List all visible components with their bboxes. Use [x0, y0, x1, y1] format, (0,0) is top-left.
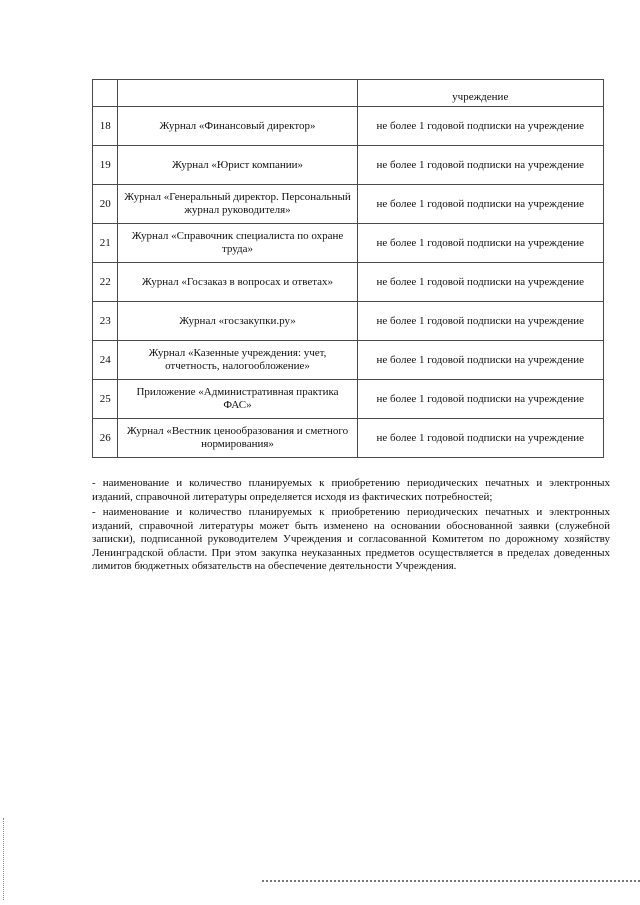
row-number-cell: 22 — [93, 263, 118, 302]
publication-name-cell: Журнал «Финансовый директор» — [118, 107, 357, 146]
norm-cell: не более 1 годовой подписки на учреждение — [357, 341, 603, 380]
norm-cell: не более 1 годовой подписки на учреждение — [357, 107, 603, 146]
row-number-cell: 20 — [93, 185, 118, 224]
scan-edge-mark — [262, 880, 640, 882]
norm-cell: не более 1 годовой подписки на учреждение — [357, 380, 603, 419]
note-paragraph: - наименование и количество планируемых к приобретению периодических печатных и электронных изданий, справочной литературы определяется исходя из фактических потребностей; — [92, 477, 610, 503]
table-row — [93, 263, 604, 302]
table-row — [93, 146, 604, 185]
norm-cell: не более 1 годовой подписки на учреждение — [357, 185, 603, 224]
norm-cell: не более 1 годовой подписки на учреждение — [357, 419, 603, 458]
publication-name-cell: Журнал «Казенные учреждения: учет, отчетность, налогообложение» — [118, 341, 357, 380]
table-row — [93, 302, 604, 341]
publication-name-cell: Журнал «Справочник специалиста по охране труда» — [118, 224, 357, 263]
row-number-cell: 21 — [93, 224, 118, 263]
row-number-cell: 19 — [93, 146, 118, 185]
row-number-cell: 24 — [93, 341, 118, 380]
publication-name-cell: Журнал «Госзаказ в вопросах и ответах» — [118, 263, 357, 302]
publication-name-cell: Журнал «Вестник ценообразования и сметного нормирования» — [118, 419, 357, 458]
publication-name-cell: Журнал «госзакупки.ру» — [118, 302, 357, 341]
table-row — [93, 80, 604, 107]
publication-name-cell — [118, 80, 357, 107]
row-number-cell: 25 — [93, 380, 118, 419]
table-row — [93, 107, 604, 146]
notes-block — [92, 477, 610, 576]
norm-cell: не более 1 годовой подписки на учреждение — [357, 224, 603, 263]
table-row — [93, 185, 604, 224]
table-row — [93, 380, 604, 419]
norm-cell: учреждение — [357, 80, 603, 107]
publications-table — [92, 79, 604, 458]
publication-name-cell: Журнал «Юрист компании» — [118, 146, 357, 185]
norm-cell: не более 1 годовой подписки на учреждение — [357, 146, 603, 185]
norm-cell: не более 1 годовой подписки на учреждение — [357, 263, 603, 302]
scan-edge-mark — [3, 818, 5, 900]
row-number-cell: 26 — [93, 419, 118, 458]
note-paragraph: - наименование и количество планируемых к приобретению периодических печатных и электронных изданий, справочной литературы может быть изменено на основании обоснованной заявки (служебной записки), подписанной руководителем Учреждения и согласованной Комитетом по дорожному хозяйству Ленинградской области. При этом закупка неуказанных предметов осуществляется в пределах доведенных лимитов бюджетных обязательств на обеспечение деятельности Учреждения. — [92, 506, 610, 572]
publication-name-cell: Приложение «Административная практика ФАС» — [118, 380, 357, 419]
row-number-cell: 18 — [93, 107, 118, 146]
table-row — [93, 341, 604, 380]
table-row — [93, 419, 604, 458]
row-number-cell: 23 — [93, 302, 118, 341]
table-row — [93, 224, 604, 263]
publication-name-cell: Журнал «Генеральный директор. Персональный журнал руководителя» — [118, 185, 357, 224]
row-number-cell — [93, 80, 118, 107]
norm-cell: не более 1 годовой подписки на учреждение — [357, 302, 603, 341]
